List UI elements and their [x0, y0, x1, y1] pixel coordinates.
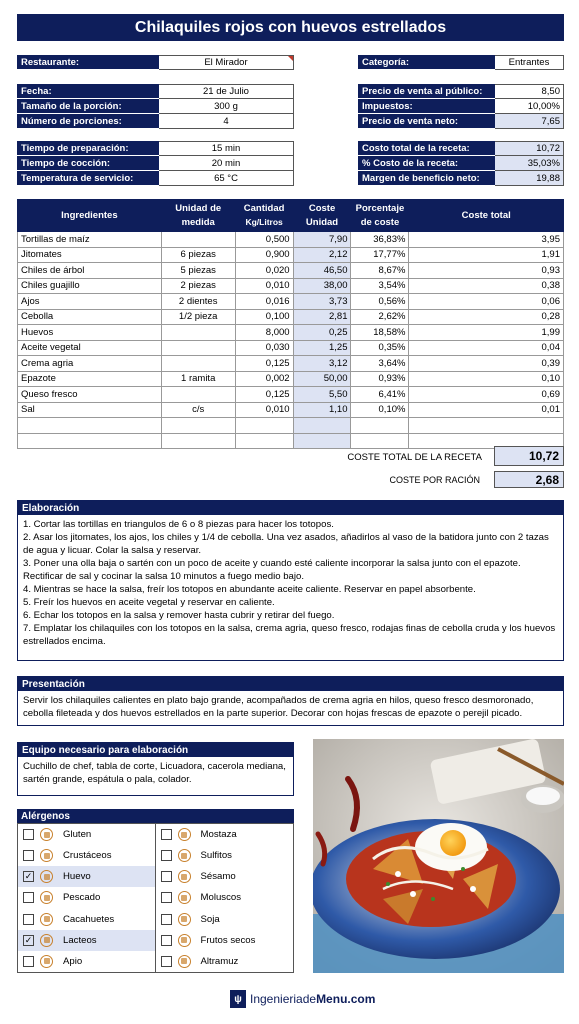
table-cell: 1,91 [409, 247, 564, 263]
table-cell[interactable] [161, 418, 235, 434]
table-cell[interactable] [351, 418, 409, 434]
step-4: 4. Mientras se hace la salsa, freír los totopos en abundante aceite caliente. Reservar en papel absorbente. [23, 584, 476, 595]
table-cell: 5,50 [293, 387, 351, 403]
allergen-label: Crustáceos [63, 850, 112, 862]
table-cell[interactable]: 0,010 [235, 278, 293, 294]
allergen-item[interactable] [156, 824, 294, 845]
restaurant-value[interactable]: El Mirador [159, 55, 294, 70]
allergen-label: Cacahuetes [63, 913, 115, 925]
allergen-label: Gluten [63, 829, 92, 841]
table-header-row [18, 200, 564, 232]
date-label: Fecha: [17, 84, 159, 99]
logo-text-2: Menu [316, 992, 348, 1006]
portions-label: Número de porciones: [17, 114, 159, 129]
table-cell[interactable] [235, 433, 293, 449]
table-cell: 0,28 [409, 309, 564, 325]
allergen-icon [178, 849, 191, 862]
col-total-cost: Coste total [409, 200, 564, 232]
table-cell: 1,99 [409, 325, 564, 341]
table-row [18, 356, 564, 372]
elaboration-body [18, 515, 563, 651]
col-ingredients: Ingredientes [18, 200, 162, 232]
table-row [18, 309, 564, 325]
net-margin-label: Margen de beneficio neto: [358, 171, 495, 186]
time-right [358, 141, 564, 186]
table-row [18, 294, 564, 310]
col-unit: Unidad de medida [161, 200, 235, 232]
table-cell: 0,56% [351, 294, 409, 310]
logo-text-1: Ingenieriade [250, 992, 317, 1006]
table-cell[interactable] [18, 418, 162, 434]
allergen-icon [178, 891, 191, 904]
presentation-title: Presentación [18, 677, 563, 691]
portions-value[interactable]: 4 [159, 114, 294, 129]
total-cost-value: 10,72 [495, 141, 564, 156]
allergen-checkbox[interactable]: ✓ [24, 934, 33, 945]
table-cell[interactable]: Huevos [18, 325, 162, 341]
allergen-label: Pescado [63, 892, 101, 904]
table-row [18, 387, 564, 403]
allergen-icon [178, 913, 191, 926]
table-cell[interactable]: Queso fresco [18, 387, 162, 403]
table-cell[interactable]: 0,030 [235, 340, 293, 356]
allergen-label: Soja [200, 913, 220, 925]
allergen-item[interactable] [156, 951, 294, 972]
allergen-checkbox[interactable] [161, 914, 172, 925]
table-cell: 50,00 [293, 371, 351, 387]
table-cell: 3,12 [293, 356, 351, 372]
table-row [18, 247, 564, 263]
allergen-label: Mostaza [200, 829, 237, 841]
table-cell[interactable]: 0,002 [235, 371, 293, 387]
portion-cost-value: 2,68 [494, 471, 564, 488]
equipment-title: Equipo necesario para elaboración [18, 743, 293, 757]
table-cell: 7,90 [293, 232, 351, 248]
table-cell[interactable]: Jitomates [18, 247, 162, 263]
cost-pct-value: 35,03% [495, 156, 564, 171]
table-row [18, 402, 564, 418]
brand-logo[interactable] [230, 990, 375, 1008]
table-cell: 2,12 [293, 247, 351, 263]
allergen-checkbox[interactable] [23, 829, 34, 840]
recipe-total-label: COSTE TOTAL DE LA RECETA [347, 452, 482, 463]
table-cell: 0,10% [351, 402, 409, 418]
sale-price-label: Precio de venta al público: [358, 84, 495, 99]
table-cell[interactable] [293, 433, 351, 449]
equipment-body: Cuchillo de chef, tabla de corte, Licuadora, cacerola mediana, sartén grande, espátula o pala, colador. [23, 761, 286, 785]
table-cell[interactable]: 0,125 [235, 356, 293, 372]
time-left [17, 141, 294, 186]
table-cell: 6,41% [351, 387, 409, 403]
logo-text-3: .com [347, 992, 376, 1006]
total-cost-label: Costo total de la receta: [358, 141, 495, 156]
table-cell: 3,64% [351, 356, 409, 372]
table-cell[interactable] [161, 325, 235, 341]
table-cell[interactable]: 0,016 [235, 294, 293, 310]
step-7: 7. Emplatar los chilaquiles con los totopos en la salsa, crema agria, queso fresco, rodajas finas de cebolla cruda y los huevos estrellados encima. [23, 623, 556, 647]
allergen-label: Sésamo [200, 871, 236, 883]
allergen-checkbox[interactable] [23, 956, 34, 967]
table-row-empty [18, 418, 564, 434]
allergen-item[interactable] [156, 909, 294, 930]
dish-illustration [313, 739, 564, 973]
table-cell[interactable]: 1/2 pieza [161, 309, 235, 325]
allergen-label: Apio [63, 955, 83, 967]
info-left [17, 84, 294, 129]
table-cell[interactable] [18, 433, 162, 449]
portion-size-label: Tamaño de la porción: [17, 99, 159, 114]
allergen-checkbox[interactable] [23, 850, 34, 861]
elaboration-title: Elaboración [18, 501, 563, 515]
allergen-item[interactable] [18, 887, 156, 908]
allergen-checkbox[interactable] [161, 871, 172, 882]
col-unit-cost: Coste Unidad [293, 200, 351, 232]
table-cell: 1,25 [293, 340, 351, 356]
step-6: 6. Echar los totopos en la salsa y remover hasta cubrir y retirar del fuego. [23, 610, 335, 621]
table-cell[interactable]: Sal [18, 402, 162, 418]
table-row [18, 371, 564, 387]
table-cell[interactable]: Ajos [18, 294, 162, 310]
serve-temp-label: Temperatura de servicio: [17, 171, 159, 186]
step-2: 2. Asar los jitomates, los ajos, los chiles y 1/4 de cebolla. Una vez asados, añadirlos al vaso de la batidora junto con 2 tazas de agua y licuar. Colar la salsa y reservar. [23, 532, 549, 556]
allergen-item[interactable] [156, 930, 294, 951]
allergen-item[interactable] [156, 845, 294, 866]
table-row [18, 325, 564, 341]
table-cell[interactable]: 2 dientes [161, 294, 235, 310]
table-cell: 18,58% [351, 325, 409, 341]
allergen-item[interactable] [18, 930, 156, 951]
table-cell[interactable]: Epazote [18, 371, 162, 387]
prep-time-label: Tiempo de preparación: [17, 141, 159, 156]
table-cell: 0,25 [293, 325, 351, 341]
allergen-icon [178, 955, 191, 968]
table-cell[interactable] [161, 340, 235, 356]
cook-time-label: Tiempo de cocción: [17, 156, 159, 171]
info-right [358, 84, 564, 129]
fork-knife-icon: ψ [230, 990, 246, 1008]
col-quantity: Cantidad Kg/Litros [235, 200, 293, 232]
cost-pct-label: % Costo de la receta: [358, 156, 495, 171]
allergen-item[interactable] [18, 845, 156, 866]
allergen-label: Altramuz [200, 955, 239, 967]
table-cell[interactable]: Chiles de árbol [18, 263, 162, 279]
table-cell[interactable]: 2 piezas [161, 278, 235, 294]
recipe-total-value: 10,72 [494, 446, 564, 466]
table-cell[interactable]: 0,125 [235, 387, 293, 403]
allergen-label: Lacteos [63, 934, 97, 946]
allergen-icon [40, 849, 53, 862]
portion-size-value[interactable]: 300 g [159, 99, 294, 114]
table-cell[interactable]: Chiles guajillo [18, 278, 162, 294]
table-cell: 17,77% [351, 247, 409, 263]
table-cell[interactable] [293, 418, 351, 434]
table-cell: 0,01 [409, 402, 564, 418]
table-cell: 3,95 [409, 232, 564, 248]
table-cell: 0,35% [351, 340, 409, 356]
table-cell[interactable]: Aceite vegetal [18, 340, 162, 356]
allergen-label: Huevo [63, 871, 91, 883]
category-value[interactable]: Entrantes [495, 55, 564, 70]
allergen-icon [178, 934, 191, 947]
table-cell[interactable]: 0,020 [235, 263, 293, 279]
allergen-icon [40, 913, 53, 926]
category-label: Categoría: [358, 55, 495, 70]
page-title: Chilaquiles rojos con huevos estrellados [17, 14, 564, 41]
allergen-item[interactable] [156, 866, 294, 887]
allergen-checkbox[interactable]: ✓ [24, 871, 33, 882]
table-cell[interactable]: 5 piezas [161, 263, 235, 279]
table-row-empty [18, 433, 564, 449]
taxes-value[interactable]: 10,00% [495, 99, 564, 114]
table-cell: 0,04 [409, 340, 564, 356]
table-cell[interactable]: Crema agria [18, 356, 162, 372]
table-cell[interactable]: 8,000 [235, 325, 293, 341]
table-cell: 2,81 [293, 309, 351, 325]
table-cell: 0,38 [409, 278, 564, 294]
allergen-checkbox[interactable] [23, 892, 34, 903]
table-cell: 36,83% [351, 232, 409, 248]
allergen-checkbox[interactable] [23, 914, 34, 925]
net-margin-value: 19,88 [495, 171, 564, 186]
restaurant-label: Restaurante: [17, 55, 159, 70]
allergen-icon [178, 870, 191, 883]
table-cell[interactable]: 6 piezas [161, 247, 235, 263]
table-cell[interactable] [161, 387, 235, 403]
step-1: 1. Cortar las tortillas en triangulos de 6 o 8 piezas para hacer los totopos. [23, 519, 334, 530]
cook-time-value[interactable]: 20 min [159, 156, 294, 171]
allergen-icon [40, 828, 53, 841]
net-price-label: Precio de venta neto: [358, 114, 495, 129]
allergen-item[interactable] [18, 951, 156, 972]
allergen-label: Sulfitos [200, 850, 232, 862]
allergen-icon [40, 870, 53, 883]
allergen-checkbox[interactable] [161, 892, 172, 903]
table-cell: 0,93 [409, 263, 564, 279]
table-cell[interactable]: 0,900 [235, 247, 293, 263]
allergen-checkbox[interactable] [161, 829, 172, 840]
table-cell[interactable]: 0,010 [235, 402, 293, 418]
step-3: 3. Poner una olla baja o sartén con un poco de aceite y cuando esté caliente incorporar la salsa junto con el epazote. Rectificar de sal y cocinar la salsa 10 minutos a fuego medio bajo. [23, 558, 521, 582]
allergen-icon [40, 891, 53, 904]
allergen-item[interactable] [156, 887, 294, 908]
table-cell: 0,69 [409, 387, 564, 403]
allergen-item[interactable] [18, 824, 156, 845]
category-block [358, 55, 564, 70]
allergen-icon [40, 934, 53, 947]
table-cell[interactable] [351, 433, 409, 449]
allergen-checkbox[interactable] [161, 850, 172, 861]
table-cell: 0,93% [351, 371, 409, 387]
table-cell: 0,39 [409, 356, 564, 372]
ingredients-table [17, 199, 564, 449]
serve-temp-value[interactable]: 65 °C [159, 171, 294, 186]
table-row [18, 278, 564, 294]
table-cell: 3,54% [351, 278, 409, 294]
allergens-grid [17, 823, 294, 973]
table-cell: 0,06 [409, 294, 564, 310]
table-cell[interactable]: 0,500 [235, 232, 293, 248]
table-cell[interactable]: Cebolla [18, 309, 162, 325]
dish-photo [313, 739, 564, 973]
table-cell: 3,73 [293, 294, 351, 310]
table-cell[interactable]: 0,100 [235, 309, 293, 325]
equipment-section [17, 742, 294, 796]
table-row [18, 263, 564, 279]
allergen-icon [178, 828, 191, 841]
table-cell: 1,10 [293, 402, 351, 418]
table-cell[interactable]: 1 ramita [161, 371, 235, 387]
allergens-title: Alérgenos [17, 809, 294, 823]
presentation-section [17, 676, 564, 726]
table-cell: 0,10 [409, 371, 564, 387]
step-5: 5. Freír los huevos en aceite vegetal y reservar en caliente. [23, 597, 275, 608]
table-row [18, 340, 564, 356]
allergen-label: Frutos secos [200, 934, 256, 946]
table-cell[interactable] [409, 418, 564, 434]
restaurant-block [17, 55, 294, 70]
allergen-item[interactable] [18, 866, 156, 887]
table-cell[interactable] [235, 418, 293, 434]
prep-time-value[interactable]: 15 min [159, 141, 294, 156]
table-cell[interactable] [161, 356, 235, 372]
portion-cost-label: COSTE POR RACIÓN [389, 475, 480, 485]
date-value[interactable]: 21 de Julio [159, 84, 294, 99]
presentation-body: Servir los chilaquiles calientes en plato bajo grande, acompañados de crema agria en hilos, queso fresco desmoronado, cebolla fileteada y dos huevos estrellados en la parte superior. Decorar con hojas frescas de epazote o perejil picado. [23, 695, 534, 719]
allergen-label: Moluscos [200, 892, 242, 904]
table-cell[interactable]: c/s [161, 402, 235, 418]
allergen-item[interactable] [18, 909, 156, 930]
allergen-icon [40, 955, 53, 968]
table-cell[interactable] [161, 433, 235, 449]
elaboration-section [17, 500, 564, 661]
allergen-checkbox[interactable] [161, 935, 172, 946]
allergen-checkbox[interactable] [161, 956, 172, 967]
sale-price-value[interactable]: 8,50 [495, 84, 564, 99]
net-price-value: 7,65 [495, 114, 564, 129]
col-cost-pct: Porcentaje de coste [351, 200, 409, 232]
table-cell: 38,00 [293, 278, 351, 294]
table-cell: 2,62% [351, 309, 409, 325]
table-cell[interactable] [161, 232, 235, 248]
table-cell: 46,50 [293, 263, 351, 279]
table-cell[interactable]: Tortillas de maíz [18, 232, 162, 248]
table-row [18, 232, 564, 248]
taxes-label: Impuestos: [358, 99, 495, 114]
table-cell: 8,67% [351, 263, 409, 279]
